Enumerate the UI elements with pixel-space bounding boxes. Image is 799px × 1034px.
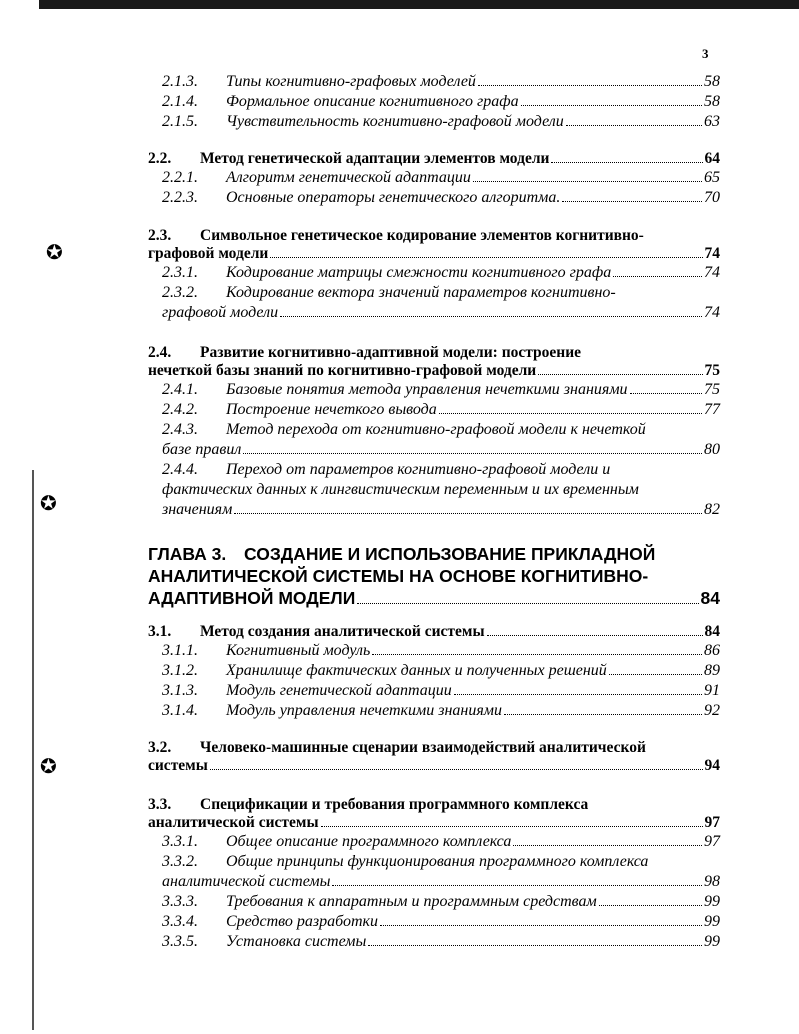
toc-entry[interactable]: 3.1.1. Когнитивный модуль 86 (162, 642, 720, 659)
dot-leader (599, 905, 702, 906)
dot-leader (368, 945, 702, 946)
toc-entry[interactable]: 3.1.4. Модуль управления нечеткими знаниями 92 (162, 702, 720, 719)
toc-entry[interactable]: 3.1.3. Модуль генетической адаптации 91 (162, 682, 720, 699)
toc-entry[interactable]: 2.4.2. Построение нечеткого вывода 77 (162, 401, 720, 418)
toc-section-heading-cont[interactable]: нечеткой базы знаний по когнитивно-графовой модели 75 (148, 362, 720, 379)
dot-leader (609, 674, 702, 675)
toc-entry[interactable]: 3.3.5. Установка системы 99 (162, 933, 720, 950)
dot-leader (562, 201, 702, 202)
toc-entry[interactable]: 2.4.1. Базовые понятия метода управления нечеткими знаниями 75 (162, 381, 720, 398)
toc-entry[interactable]: 3.3.3. Требования к аппаратным и программным средствам 99 (162, 893, 720, 910)
binding-edge (32, 470, 34, 1030)
dot-leader (439, 413, 702, 414)
dot-leader (321, 826, 703, 827)
toc-entry[interactable]: 2.1.5. Чувствительность когнитивно-графовой модели 63 (162, 113, 720, 130)
toc-section-heading[interactable]: 2.3. Символьное генетическое кодирование элементов когнитивно- (148, 227, 644, 244)
punch-hole-mark: ✪ (40, 756, 57, 778)
toc-entry-cont[interactable]: базе правил 80 (162, 441, 720, 458)
toc-section-heading[interactable]: 2.2. Метод генетической адаптации элементов модели 64 (148, 150, 720, 167)
toc-entry[interactable]: 2.4.3. Метод перехода от когнитивно-графовой модели к нечеткой (162, 421, 646, 438)
dot-leader (280, 316, 702, 317)
toc-section-heading-cont[interactable]: аналитической системы 97 (148, 814, 720, 831)
toc-entry[interactable]: 2.2.1. Алгоритм генетической адаптации 65 (162, 169, 720, 186)
dot-leader (613, 276, 702, 277)
toc-section-3-1 (148, 623, 720, 721)
toc-section-2-4 (148, 344, 720, 520)
toc-section-2-3 (148, 227, 720, 323)
toc-entry[interactable]: 2.1.4. Формальное описание когнитивного графа 58 (162, 93, 720, 110)
toc-entry[interactable]: 3.3.4. Средство разработки 99 (162, 913, 720, 930)
dot-leader (234, 513, 702, 514)
dot-leader (566, 125, 702, 126)
toc-entry[interactable]: 3.1.2. Хранилище фактических данных и полученных решений 89 (162, 662, 720, 679)
dot-leader (521, 105, 702, 106)
toc-entry[interactable]: 2.4.4. Переход от параметров когнитивно-графовой модели и (162, 461, 611, 478)
toc-entry[interactable]: 3.3.1. Общее описание программного комплекса 97 (162, 833, 720, 850)
dot-leader (243, 453, 702, 454)
punch-hole-mark: ✪ (40, 493, 57, 515)
toc-section-heading-cont[interactable]: системы 94 (148, 757, 720, 774)
toc-entry-cont[interactable]: графовой модели 74 (162, 304, 720, 321)
toc-entry[interactable]: 2.2.3. Основные операторы генетического алгоритма. 70 (162, 189, 720, 206)
page-number: 3 (702, 46, 709, 61)
dot-leader (513, 845, 702, 846)
toc-entry[interactable]: 2.3.1. Кодирование матрицы смежности когнитивного графа 74 (162, 264, 720, 281)
toc-section-heading[interactable]: 3.3. Спецификации и требования программного комплекса (148, 796, 589, 813)
toc-section-heading[interactable]: 3.1. Метод создания аналитической системы 84 (148, 623, 720, 640)
toc-chapter-heading[interactable]: ГЛАВА 3. СОЗДАНИЕ И ИСПОЛЬЗОВАНИЕ ПРИКЛАДНОЙ (148, 544, 656, 564)
dot-leader (380, 925, 702, 926)
toc-section-3-2 (148, 739, 720, 775)
dot-leader (473, 181, 702, 182)
dot-leader (478, 85, 702, 86)
toc-section-heading[interactable]: 3.2. Человеко-машинные сценарии взаимодействий аналитической (148, 739, 646, 756)
toc-chapter-heading-cont[interactable]: АНАЛИТИЧЕСКОЙ СИСТЕМЫ НА ОСНОВЕ КОГНИТИВНО- (148, 566, 649, 586)
dot-leader (210, 769, 703, 770)
punch-hole-mark: ✪ (46, 242, 63, 264)
dot-leader (454, 694, 702, 695)
toc-chapter-heading-cont[interactable]: АДАПТИВНОЙ МОДЕЛИ 84 (148, 588, 720, 608)
toc-entry-cont[interactable]: аналитической системы 98 (162, 873, 720, 890)
toc-entry[interactable]: 2.1.3. Типы когнитивно-графовых моделей 58 (162, 73, 720, 90)
dot-leader (332, 885, 702, 886)
toc-chapter-3 (148, 543, 720, 609)
dot-leader (504, 714, 702, 715)
dot-leader (357, 603, 698, 604)
toc-entry[interactable]: 3.3.2. Общие принципы функционирования программного комплекса (162, 853, 649, 870)
dot-leader (372, 654, 702, 655)
dot-leader (538, 374, 702, 375)
toc-section-3-3 (148, 796, 720, 952)
dot-leader (630, 393, 702, 394)
scan-top-border (39, 0, 799, 9)
dot-leader (551, 162, 702, 163)
dot-leader (487, 635, 703, 636)
toc-entry-cont[interactable]: фактических данных к лингвистическим переменным и их временным (162, 481, 639, 498)
toc-entry[interactable]: 2.3.2. Кодирование вектора значений параметров когнитивно- (162, 284, 616, 301)
toc-block-2-1 (148, 72, 720, 132)
toc-section-2-2 (148, 150, 720, 208)
toc-entry-cont[interactable]: значениям 82 (162, 501, 720, 518)
dot-leader (270, 257, 702, 258)
toc-section-heading-cont[interactable]: графовой модели 74 (148, 245, 720, 262)
toc-section-heading[interactable]: 2.4. Развитие когнитивно-адаптивной модели: построение (148, 344, 582, 361)
